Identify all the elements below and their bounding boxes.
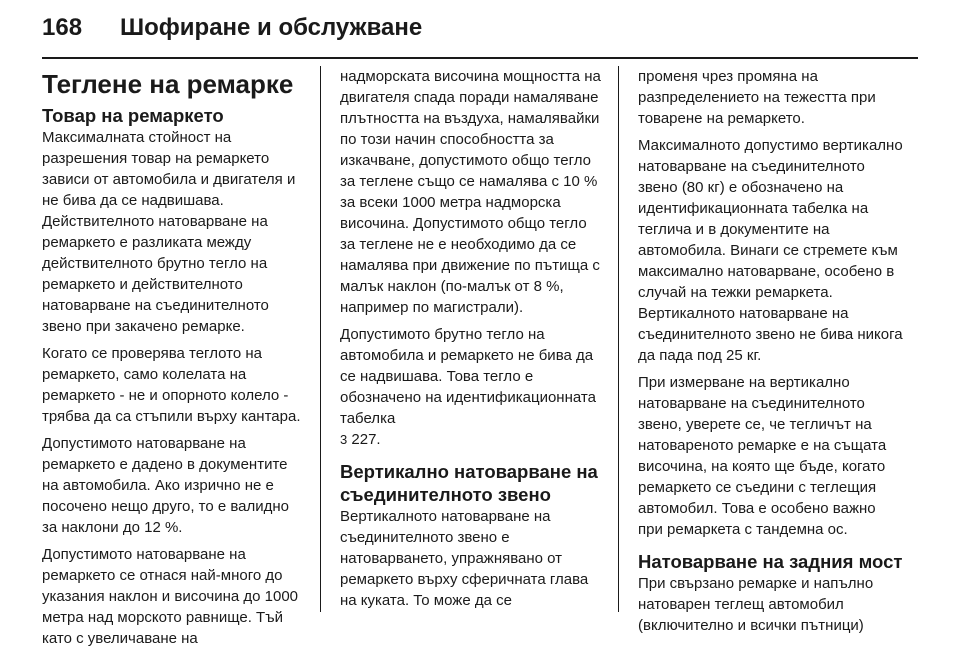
column-divider — [320, 66, 321, 612]
paragraph: При измерване на вертикално натоварване на съединителното звено, уверете се, че тегличът на натовареното ремарке е на същата височина, на която ще бъде, когато ремаркето се съедини с теглещия автомобил. Това е особено важно при ремаркета с тандемна ос. — [638, 374, 887, 538]
column-1 — [42, 66, 308, 647]
subheading-trailer-load: Товар на ремаркето — [42, 105, 224, 126]
page-number: 168 — [42, 14, 83, 41]
column-3 — [638, 66, 904, 634]
paragraph: надморската височина мощността на двигателя спада поради намаляване плътността на въздуха, намалявайки по този начин способността за изкачване, допустимото общо тегло за теглене също се намалява с 10 % за всеки 1000 метра надморска височина. Допустимото общо тегло за теглене не е необходимо да се намалява при движение по пътища с малък наклон (по-малък от 8 %, например по магистрали). — [340, 68, 601, 316]
paragraph: Допустимото натоварване на ремаркето се отнася най-много до указания наклон и височина до 1000 метра над морското равнище. Тъй като с увеличаване на — [42, 546, 299, 647]
header-rule — [42, 57, 918, 59]
running-title: Шофиране и обслужване — [120, 14, 423, 41]
column-divider — [618, 66, 619, 612]
paragraph: Когато се проверява теглото на ремаркето, само колелата на ремаркето - не и опорното колело - трябва да са стъпили върху кантара. — [42, 345, 301, 425]
paragraph: променя чрез промяна на разпределението на тежестта при товарене на ремаркето. — [638, 68, 876, 127]
subheading-rear-axle-load: Натоварване на задния мост — [638, 551, 903, 572]
page-header — [42, 14, 918, 50]
page-ref-arrow-icon: 3 — [340, 432, 348, 447]
paragraph: Вертикалното натоварване на съединителното звено е натоварването, упражнявано от ремаркето върху сферичната глава на куката. То може да се — [340, 508, 589, 609]
column-2 — [340, 66, 606, 612]
paragraph: При свързано ремарке и напълно натоварен теглещ автомобил (включително и всички пътници) — [638, 575, 874, 634]
subheading-vertical-load: Вертикално натоварване на съединителното звено — [340, 461, 598, 505]
page-ref-link[interactable]: 227. — [347, 431, 381, 448]
paragraph: Максималното допустимо вертикално натоварване на съединителното звено (80 кг) е обозначено на идентификационната табелка на теглича и в документите на автомобила. Винаги се стремете към максимално натоварване, особено в случай на тежки ремаркета. Вертикалното натоварване на съединителното звено не бива никога да пада под 25 кг. — [638, 137, 903, 364]
section-title: Теглене на ремарке — [42, 69, 294, 99]
paragraph: Допустимото брутно тегло на автомобила и ремаркето не бива да се надвишава. Това тегло е обозначено на идентификационната табелка 3 227. — [340, 326, 596, 448]
paragraph: Максималната стойност на разрешения товар на ремаркето зависи от автомобила и двигателя и не бива да се надвишава. Действителното натоварване на ремаркето е разликата между действителното брутно тегло на ремаркето и действителното натоварване на съединителното звено при закачено ремарке. — [42, 129, 296, 335]
paragraph: Допустимото натоварване на ремаркето е дадено в документите на автомобила. Ако изрично не е посочено нещо друго, то е валидно за наклони до 12 %. — [42, 435, 290, 536]
